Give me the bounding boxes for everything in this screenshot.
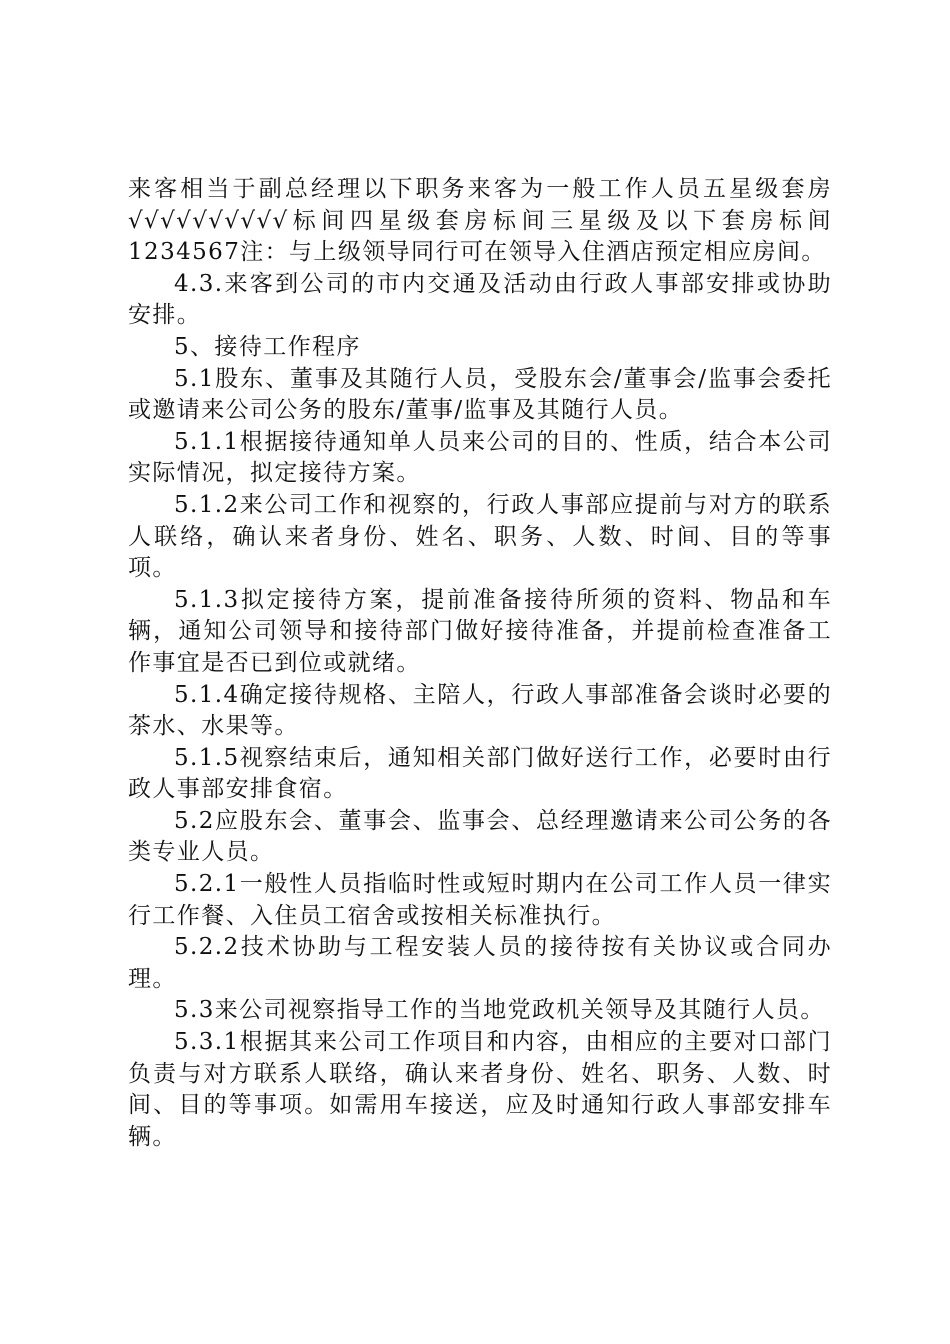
paragraph-room-standards: 来客相当于副总经理以下职务来客为一般工作人员五星级套房√√√√√√√√√√标间四星级套房标间三星级及以下套房标间1234567注：与上级领导同行可在领导入住酒店预定相应房间。 bbox=[128, 176, 832, 266]
section-heading-5: 5、接待工作程序 bbox=[174, 333, 361, 360]
paragraph-5-1: 5.1股东、董事及其随行人员，受股东会/董事会/监事会委托或邀请来公司公务的股东/董事/监事及其随行人员。 bbox=[128, 365, 832, 424]
paragraph-5-3-1: 5.3.1根据其来公司工作项目和内容，由相应的主要对口部门负责与对方联系人联络，确认来者身份、姓名、职务、人数、时间、目的等事项。如需用车接送，应及时通知行政人事部安排车辆。 bbox=[128, 1029, 832, 1150]
paragraph-5-1-5: 5.1.5视察结束后，通知相关部门做好送行工作，必要时由行政人事部安排食宿。 bbox=[128, 744, 832, 803]
paragraph-5-2: 5.2应股东会、董事会、监事会、总经理邀请来公司公务的各类专业人员。 bbox=[128, 807, 832, 866]
paragraph-5-1-2: 5.1.2来公司工作和视察的，行政人事部应提前与对方的联系人联络，确认来者身份、姓名、职务、人数、时间、目的等事项。 bbox=[128, 491, 832, 582]
document-body bbox=[128, 174, 832, 1153]
paragraph-5-2-2: 5.2.2技术协助与工程安装人员的接待按有关协议或合同办理。 bbox=[128, 934, 832, 992]
paragraph-5-1-4: 5.1.4确定接待规格、主陪人，行政人事部准备会谈时必要的茶水、水果等。 bbox=[128, 681, 832, 740]
paragraph-5-1-1: 5.1.1根据接待通知单人员来公司的目的、性质，结合本公司实际情况，拟定接待方案。 bbox=[128, 428, 832, 487]
paragraph-5-3: 5.3来公司视察指导工作的当地党政机关领导及其随行人员。 bbox=[174, 997, 825, 1024]
paragraph-5-1-3: 5.1.3拟定接待方案，提前准备接待所须的资料、物品和车辆，通知公司领导和接待部门做好接待准备，并提前检查准备工作事宜是否已到位或就绪。 bbox=[128, 586, 832, 676]
paragraph-5-2-1: 5.2.1一般性人员指临时性或短时期内在公司工作人员一律实行工作餐、入住员工宿舍或按相关标准执行。 bbox=[128, 871, 832, 929]
paragraph-4-3: 4.3.来客到公司的市内交通及活动由行政人事部安排或协助安排。 bbox=[128, 270, 832, 329]
